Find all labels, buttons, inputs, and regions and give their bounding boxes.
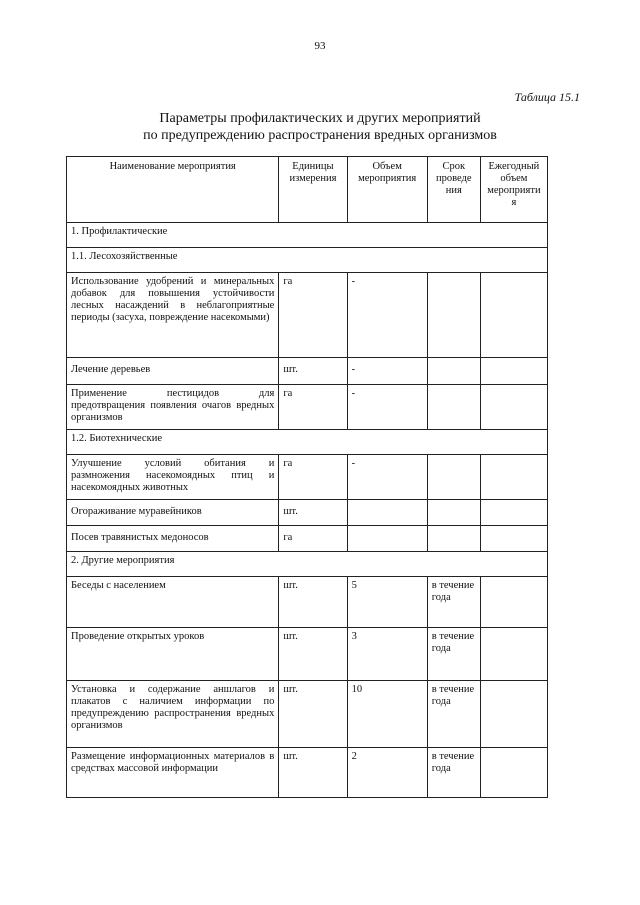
measure-unit: шт. — [279, 748, 347, 798]
measure-term: в течение года — [427, 748, 480, 798]
section-row — [67, 223, 548, 248]
measure-annual — [480, 681, 547, 748]
measure-name: Беседы с населением — [67, 577, 279, 628]
page-number: 93 — [314, 40, 326, 52]
section-row — [67, 430, 548, 455]
header-annual: Ежегодный объем мероприяти я — [480, 157, 547, 223]
header-term: Срок проведе ния — [427, 157, 480, 223]
measure-unit: шт. — [279, 358, 347, 385]
table-row — [67, 577, 548, 628]
measure-volume: - — [347, 385, 427, 430]
measure-name: Улучшение условий обитания и размножения насекомоядных птиц и насекомоядных животных — [67, 455, 279, 500]
table-row — [67, 500, 548, 526]
measure-volume: - — [347, 455, 427, 500]
table-row — [67, 455, 548, 500]
measure-unit: га — [279, 455, 347, 500]
measure-term — [427, 273, 480, 358]
table-header-row — [67, 157, 548, 223]
measure-name: Лечение деревьев — [67, 358, 279, 385]
measure-volume — [347, 500, 427, 526]
measure-volume: 2 — [347, 748, 427, 798]
table-row — [67, 628, 548, 681]
measure-name: Проведение открытых уроков — [67, 628, 279, 681]
table-caption: Таблица 15.1 — [514, 90, 580, 104]
section-row — [67, 552, 548, 577]
measure-annual — [480, 273, 547, 358]
measure-term — [427, 500, 480, 526]
measures-table — [66, 156, 548, 798]
measure-volume: 10 — [347, 681, 427, 748]
header-volume: Объем мероприятия — [347, 157, 427, 223]
measure-name: Применение пестицидов для предотвращения появления очагов вредных организмов — [67, 385, 279, 430]
measure-name: Посев травянистых медоносов — [67, 526, 279, 552]
section-title: 1.1. Лесохозяйственные — [67, 248, 548, 273]
measure-annual — [480, 500, 547, 526]
measure-annual — [480, 577, 547, 628]
measure-volume — [347, 526, 427, 552]
measure-name: Использование удобрений и минеральных добавок для повышения устойчивости лесных насаждений в неблагоприятные периоды (засуха, повреждение насекомыми) — [67, 273, 279, 358]
measure-term — [427, 526, 480, 552]
measure-volume: 3 — [347, 628, 427, 681]
measure-unit: га — [279, 385, 347, 430]
document-title — [0, 110, 640, 144]
measure-annual — [480, 748, 547, 798]
section-title: 2. Другие мероприятия — [67, 552, 548, 577]
title-line-1: Параметры профилактических и других мероприятий — [159, 111, 481, 126]
title-line-2: по предупреждению распространения вредных организмов — [143, 128, 497, 143]
measure-annual — [480, 385, 547, 430]
table-row — [67, 748, 548, 798]
measure-term — [427, 455, 480, 500]
measure-name: Огораживание муравейников — [67, 500, 279, 526]
measure-unit: шт. — [279, 500, 347, 526]
section-row — [67, 248, 548, 273]
measure-name: Размещение информационных материалов в средствах массовой информации — [67, 748, 279, 798]
measure-unit: шт. — [279, 681, 347, 748]
measure-annual — [480, 455, 547, 500]
measure-annual — [480, 526, 547, 552]
section-title: 1. Профилактические — [67, 223, 548, 248]
measure-volume: - — [347, 358, 427, 385]
table-row — [67, 681, 548, 748]
measure-name: Установка и содержание аншлагов и плакатов с наличием информации по предупреждению распространения вредных организмов — [67, 681, 279, 748]
measure-annual — [480, 628, 547, 681]
header-unit: Единицы измерения — [279, 157, 347, 223]
section-title: 1.2. Биотехнические — [67, 430, 548, 455]
measure-term: в течение года — [427, 577, 480, 628]
table-row — [67, 273, 548, 358]
measure-volume: 5 — [347, 577, 427, 628]
measure-unit: шт. — [279, 628, 347, 681]
table-row — [67, 358, 548, 385]
measure-term: в течение года — [427, 628, 480, 681]
measure-term: в течение года — [427, 681, 480, 748]
measure-volume: - — [347, 273, 427, 358]
header-name: Наименование мероприятия — [67, 157, 279, 223]
measure-term — [427, 358, 480, 385]
measure-unit: га — [279, 273, 347, 358]
table-row — [67, 385, 548, 430]
measure-unit: шт. — [279, 577, 347, 628]
table-row — [67, 526, 548, 552]
measure-unit: га — [279, 526, 347, 552]
measure-term — [427, 385, 480, 430]
measure-annual — [480, 358, 547, 385]
